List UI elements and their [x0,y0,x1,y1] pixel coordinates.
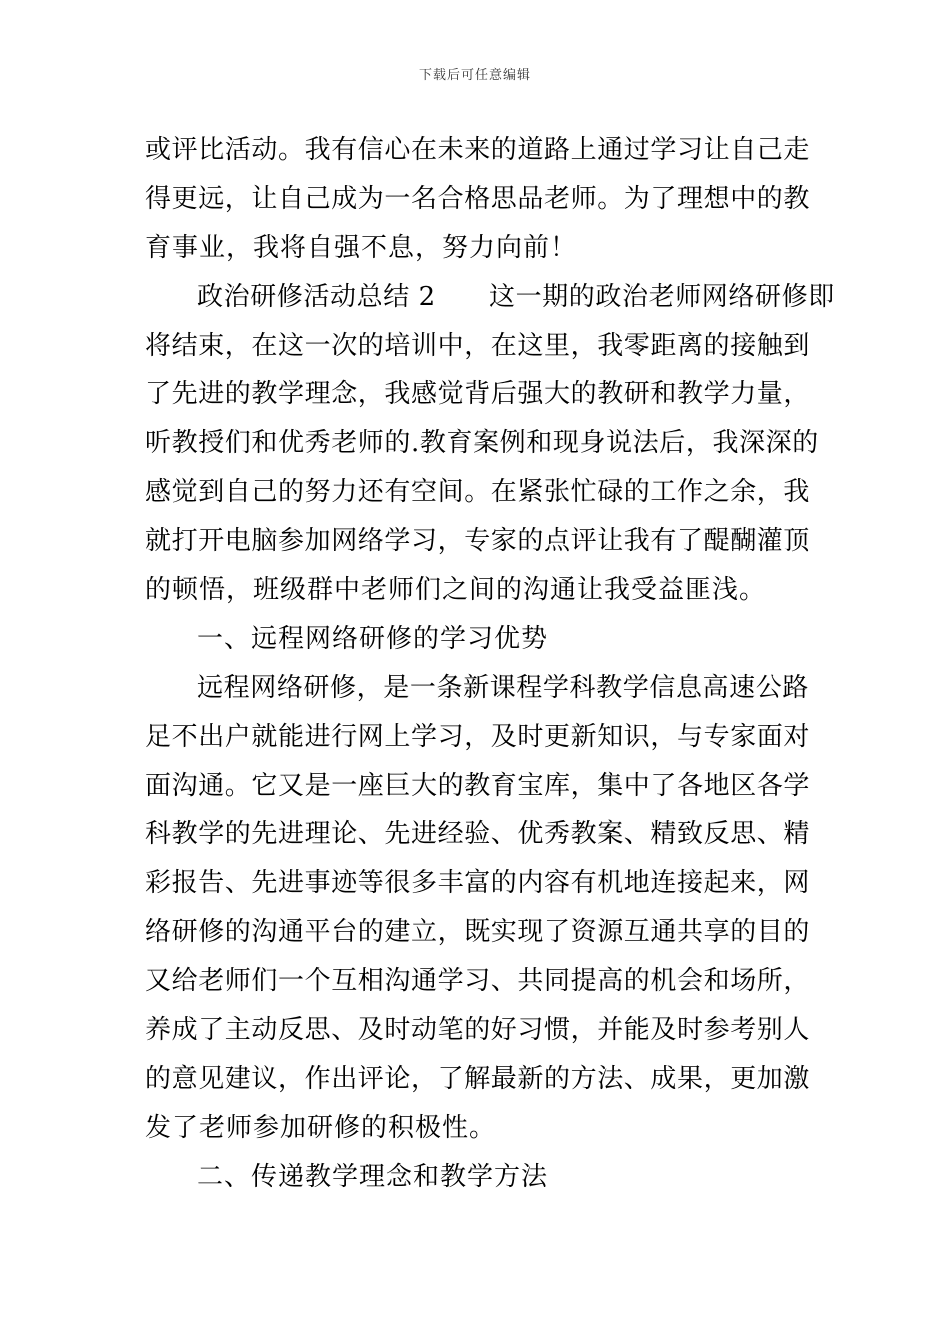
body-line: 远程网络研修，是一条新课程学科教学信息高速公路 [197,672,809,703]
body-line: 或评比活动。我有信心在未来的道路上通过学习让自己走 [145,135,811,165]
body-line: 面沟通。它又是一座巨大的教育宝库，集中了各地区各学 [145,770,811,801]
body-line: 发了老师参加研修的积极性。 [145,1112,497,1143]
body-line: 彩报告、先进事迹等很多丰富的内容有机地连接起来，网 [145,868,811,899]
section-heading: 二、传递教学理念和教学方法 [197,1161,549,1192]
document-body [145,126,835,1202]
body-line: 育事业，我将自强不息，努力向前！ [145,232,578,263]
body-line: 政治研修活动总结 2 这一期的政治老师网络研修即 [197,281,835,312]
body-line: 又给老师们一个互相沟通学习、共同提高的机会和场所， [145,966,811,997]
body-line: 听教授们和优秀老师的.教育案例和现身说法后，我深深的 [145,428,819,459]
body-line: 感觉到自己的努力还有空间。在紧张忙碌的工作之余，我 [145,477,811,508]
page-header: 下载后可任意编辑 [418,68,531,83]
body-line: 了先进的教学理念，我感觉背后强大的教研和教学力量， [145,379,811,410]
body-line: 的意见建议，作出评论，了解最新的方法、成果，更加激 [145,1063,811,1094]
body-line: 的顿悟，班级群中老师们之间的沟通让我受益匪浅。 [145,575,767,606]
body-line: 将结束，在这一次的培训中，在这里，我零距离的接触到 [145,330,811,361]
section-heading: 一、远程网络研修的学习优势 [197,623,549,654]
body-line: 养成了主动反思、及时动笔的好习惯，并能及时参考别人 [145,1015,811,1046]
body-line: 科教学的先进理论、先进经验、优秀教案、精致反思、精 [145,819,811,850]
body-line: 就打开电脑参加网络学习，专家的点评让我有了醍醐灌顶 [145,526,811,557]
body-line: 络研修的沟通平台的建立，既实现了资源互通共享的目的 [145,917,811,948]
body-line: 得更远，让自己成为一名合格思品老师。为了理想中的教 [145,183,811,214]
body-line: 足不出户就能进行网上学习，及时更新知识，与专家面对 [145,721,811,752]
